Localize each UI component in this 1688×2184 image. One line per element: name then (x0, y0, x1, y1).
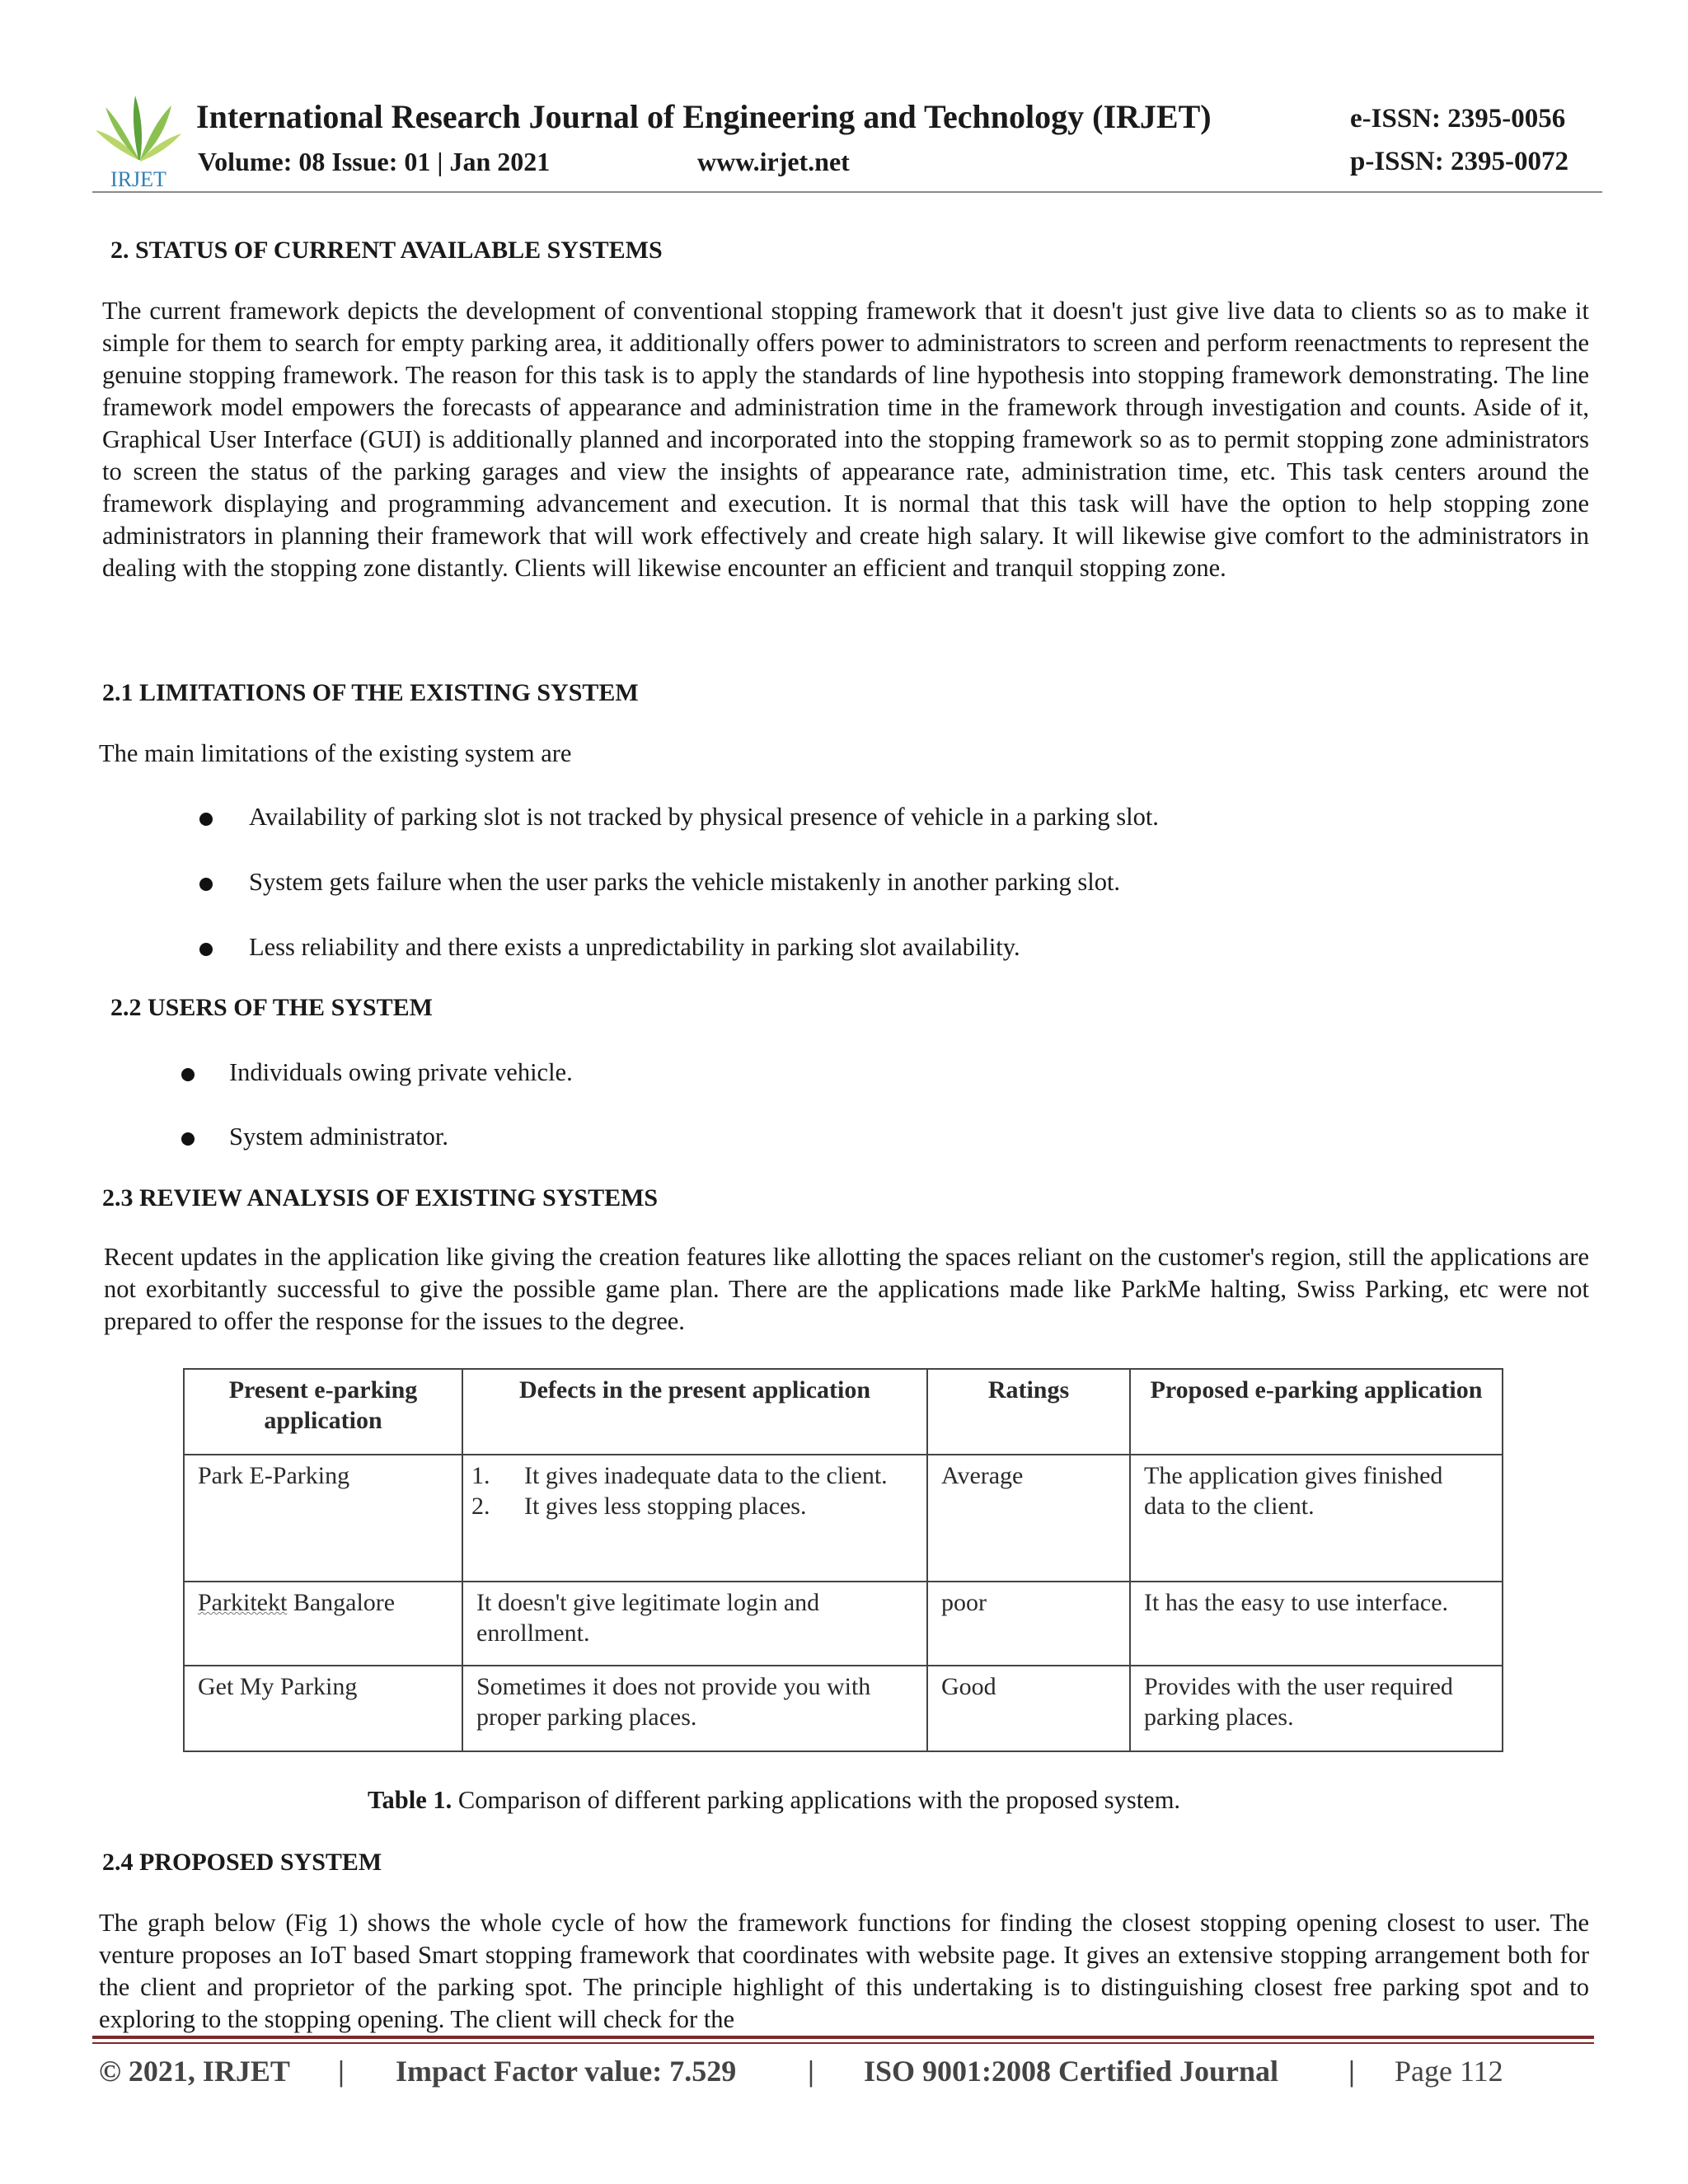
volume-issue: Volume: 08 Issue: 01 | Jan 2021 (198, 147, 551, 176)
footer-separator: | (808, 2055, 814, 2088)
list-item: 1. It gives inadequate data to the client. (471, 1462, 888, 1489)
svg-text:IRJET: IRJET (110, 167, 166, 191)
defects-cell: Sometimes it does not provide you with proper parking places. (462, 1666, 927, 1751)
column-header: Ratings (927, 1369, 1130, 1455)
list-item (249, 868, 1120, 897)
section-heading-2-2: 2.2 USERS OF THE SYSTEM (110, 994, 433, 1021)
bullet-icon (199, 813, 213, 826)
section-2-4-paragraph: The graph below (Fig 1) shows the whole cycle of how the framework functions for finding the closest stopping opening closest to user. The venture proposes an IoT based Smart stopping framework that coordinates with website page. It gives an extensive stopping arrangement both for the client and proprietor of the parking spot. The principle highlight of this undertaking is to distinguishing closest free parking spot and to exploring to the stopping opening. The client will check for the (99, 1909, 1589, 2033)
section-2-paragraph: The current framework depicts the development of conventional stopping framework that it doesn't just give live data to clients so as to make it simple for them to search for empty parking area, it additionally offers power to administrators to screen and perform reenactments to represent the genuine stopping framework. The reason for this task is to apply the standards of line hypothesis into stopping framework demonstrating. The line framework model empowers the forecasts of appearance and administration time in the framework through investigation and counts. Aside of it, Graphical User Interface (GUI) is additionally planned and incorporated into the stopping framework so as to permit stopping zone administrators to screen the status of the parking garages and view the insights of appearance rate, administration time, etc. This task centers around the framework displaying and programming advancement and execution. It is normal that this task will have the option to help stopping zone administrators in planning their framework that will work effectively and create high salary. It will likewise give comfort to the administrators in dealing with the stopping zone distantly. Clients will likewise encounter an efficient and tranquil stopping zone. (102, 297, 1589, 582)
column-header: Present e-parking application (184, 1369, 462, 1455)
bullet-text: Less reliability and there exists a unpredictability in parking slot availability. (249, 933, 1020, 961)
table-row (184, 1582, 1503, 1666)
p-issn: p-ISSN: 2395-0072 (1350, 147, 1568, 176)
bullet-text: System administrator. (229, 1122, 449, 1151)
footer-copyright: © 2021, IRJET (99, 2055, 290, 2088)
irjet-leaf-logo-icon (92, 94, 185, 191)
rating-cell: Average (927, 1455, 1130, 1582)
bullet-text: System gets failure when the user parks the vehicle mistakenly in another parking slot. (249, 868, 1121, 896)
footer-divider (92, 2036, 1594, 2039)
footer-impact-factor: Impact Factor value: 7.529 (396, 2055, 737, 2088)
section-heading-2-4: 2.4 PROPOSED SYSTEM (102, 1849, 382, 1876)
bullet-text: Individuals owing private vehicle. (229, 1058, 573, 1086)
bullet-icon (181, 1068, 195, 1081)
footer-separator: | (338, 2055, 345, 2088)
footer-iso: ISO 9001:2008 Certified Journal (864, 2055, 1278, 2088)
page-number: Page 112 (1395, 2055, 1503, 2088)
bullet-text: Availability of parking slot is not tracked by physical presence of vehicle in a parking slot. (249, 803, 1159, 831)
list-item: 2. It gives less stopping places. (471, 1493, 807, 1520)
section-heading-2-3: 2.3 REVIEW ANALYSIS OF EXISTING SYSTEMS (102, 1184, 659, 1212)
defects-cell: It doesn't give legitimate login and enrollment. (462, 1582, 927, 1666)
bullet-icon (181, 1132, 195, 1146)
rating-cell: poor (927, 1582, 1130, 1666)
table-row (184, 1666, 1503, 1751)
footer-separator: | (1348, 2055, 1355, 2088)
list-item (229, 1122, 448, 1151)
section-heading-2-1: 2.1 LIMITATIONS OF THE EXISTING SYSTEM (102, 679, 639, 706)
section-heading-2: 2. STATUS OF CURRENT AVAILABLE SYSTEMS (110, 237, 663, 264)
proposed-cell: The application gives finished data to the client. (1130, 1455, 1503, 1582)
rating-cell: Good (927, 1666, 1130, 1751)
app-name-cell: Get My Parking (184, 1666, 462, 1751)
defects-list (471, 1460, 913, 1521)
list-item (229, 1058, 573, 1087)
table-caption: Table 1. Comparison of different parking applications with the proposed system. (368, 1786, 1181, 1814)
comparison-table (183, 1368, 1503, 1752)
journal-title: International Research Journal of Engineering and Technology (IRJET) (196, 98, 1212, 135)
defects-cell (462, 1455, 927, 1582)
footer-divider-thin (92, 2042, 1594, 2044)
proposed-cell: It has the easy to use interface. (1130, 1582, 1503, 1666)
column-header: Proposed e-parking application (1130, 1369, 1503, 1455)
journal-website: www.irjet.net (697, 147, 850, 176)
bullet-icon (199, 943, 213, 956)
app-name-cell: Park E-Parking (184, 1455, 462, 1582)
section-2-3-paragraph: Recent updates in the application like giving the creation features like allotting the spaces reliant on the customer's region, still the applications are not exorbitantly successful to give the possible game plan. There are the applications made like ParkMe halting, Swiss Parking, etc were not prepared to offer the response for the issues to the degree. (104, 1243, 1589, 1335)
table-header-row (184, 1369, 1503, 1455)
list-item (249, 803, 1159, 832)
bullet-icon (199, 878, 213, 891)
irjet-logo (92, 94, 185, 191)
limitations-intro: The main limitations of the existing system are (99, 739, 572, 767)
app-name-cell: Parkitekt Bangalore (184, 1582, 462, 1666)
table-row (184, 1455, 1503, 1582)
list-item (249, 933, 1020, 962)
e-issn: e-ISSN: 2395-0056 (1350, 104, 1566, 134)
column-header: Defects in the present application (462, 1369, 927, 1455)
proposed-cell: Provides with the user required parking places. (1130, 1666, 1503, 1751)
header-divider (92, 191, 1602, 193)
